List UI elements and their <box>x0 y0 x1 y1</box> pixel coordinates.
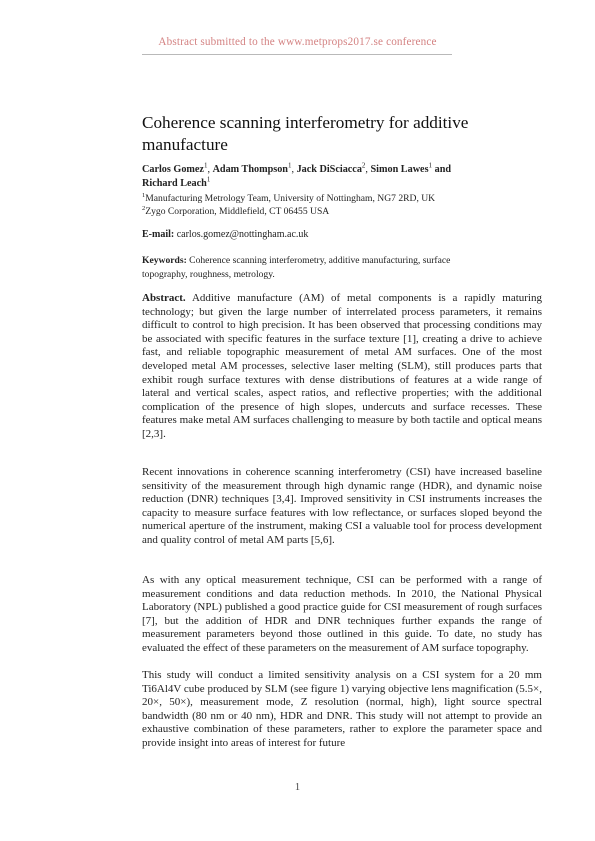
author-separator: , <box>207 164 213 175</box>
contact-email <box>142 228 542 241</box>
email-label: E-mail: <box>142 229 175 240</box>
affiliation-mark: 1 <box>142 191 146 199</box>
affiliation-line <box>142 192 542 205</box>
paragraph-text: Additive manufacture (AM) of metal components is a rapidly maturing technology; but given the large number of interrelated process parameters, it remains difficult to control to high precision. It has been observed that processing conditions may be associated with specific features in the surface texture [1], creating a drive to achieve fast, and reliable topographic measurement of metal AM surfaces. One of the most developed metal AM processes, selective laser melting (SLM), still produces parts that exhibit rough surface textures with dense distributions of features at a wide range of lateral and vertical scales, aspect ratios, and reflective properties; with the additional complication of the presence of high slopes, undercuts and surface recesses. These features make metal AM surfaces challenging to measure by both tactile and optical means [2,3]. <box>142 292 542 440</box>
header-divider <box>142 54 452 55</box>
page-number: 1 <box>294 782 301 793</box>
affiliation-line <box>142 205 542 218</box>
author-affiliation-mark: 1 <box>203 161 208 170</box>
author-affiliation-mark: 2 <box>361 161 366 170</box>
author-name: Carlos Gomez <box>142 164 204 175</box>
author-list <box>142 163 542 191</box>
abstract-label: Abstract. <box>142 292 186 304</box>
affiliation-mark: 2 <box>142 204 146 212</box>
paper-title: Coherence scanning interferometry for additive manufacture <box>142 113 469 154</box>
body-paragraph: As with any optical measurement technique, CSI can be performed with a range of measurement conditions and data reduction methods. In 2010, the National Physical Laboratory (NPL) published a good practice guide for CSI measurement of rough surfaces [7], but the addition of HDR and DNR techniques further expands the range of measurement parameters beyond those outlined in this guide. To date, no study has evaluated the effect of these parameters on the measurement of AM surface topography. <box>142 574 542 654</box>
conference-header-note: Abstract submitted to the www.metprops2017.se conference <box>158 36 437 48</box>
author-name: Simon Lawes <box>370 164 429 175</box>
author-separator: and <box>432 164 452 175</box>
author-affiliation-mark: 1 <box>428 161 433 170</box>
author-name: Jack DiSciacca <box>296 164 362 175</box>
author-separator: , <box>291 164 297 175</box>
affiliation-text: Manufacturing Metrology Team, University of Nottingham, NG7 2RD, UK <box>145 193 436 204</box>
author-name: Richard Leach <box>142 178 207 189</box>
author-name: Adam Thompson <box>212 164 288 175</box>
author-affiliation-mark: 1 <box>287 161 292 170</box>
affiliation-text: Zygo Corporation, Middlefield, CT 06455 USA <box>145 206 330 217</box>
author-separator: , <box>365 164 371 175</box>
keywords <box>142 254 482 281</box>
author-affiliation-mark: 1 <box>206 175 211 184</box>
body-paragraph: This study will conduct a limited sensitivity analysis on a CSI system for a 20 mm Ti6Al4V cube produced by SLM (see figure 1) varying objective lens magnification (5.5×, 20×, 50×), measurement mode, Z resolution (normal, high), light source spectral bandwidth (80 nm or 40 nm), HDR and DNR. This study will not attempt to provide an exhaustive combination of these parameters, rather to explore the parameter space and provide insight into areas of interest for future <box>142 669 542 749</box>
keywords-label: Keywords: <box>142 255 187 266</box>
keywords-text: Coherence scanning interferometry, additive manufacturing, surface topography, roughness, metrology. <box>142 255 451 280</box>
email-address: carlos.gomez@nottingham.ac.uk <box>176 229 309 240</box>
abstract-paragraph <box>142 292 542 442</box>
body-paragraph: Recent innovations in coherence scanning interferometry (CSI) have increased baseline sensitivity of the measurement through high dynamic range (HDR), and dynamic noise reduction (DNR) techniques [3,4]. Improved sensitivity in CSI instruments increases the capacity to measure surface features with low reflectance, or surfaces sloped beyond the numerical aperture of the instrument, making CSI a valuable tool for process development and quality control of metal AM parts [5,6]. <box>142 466 542 546</box>
